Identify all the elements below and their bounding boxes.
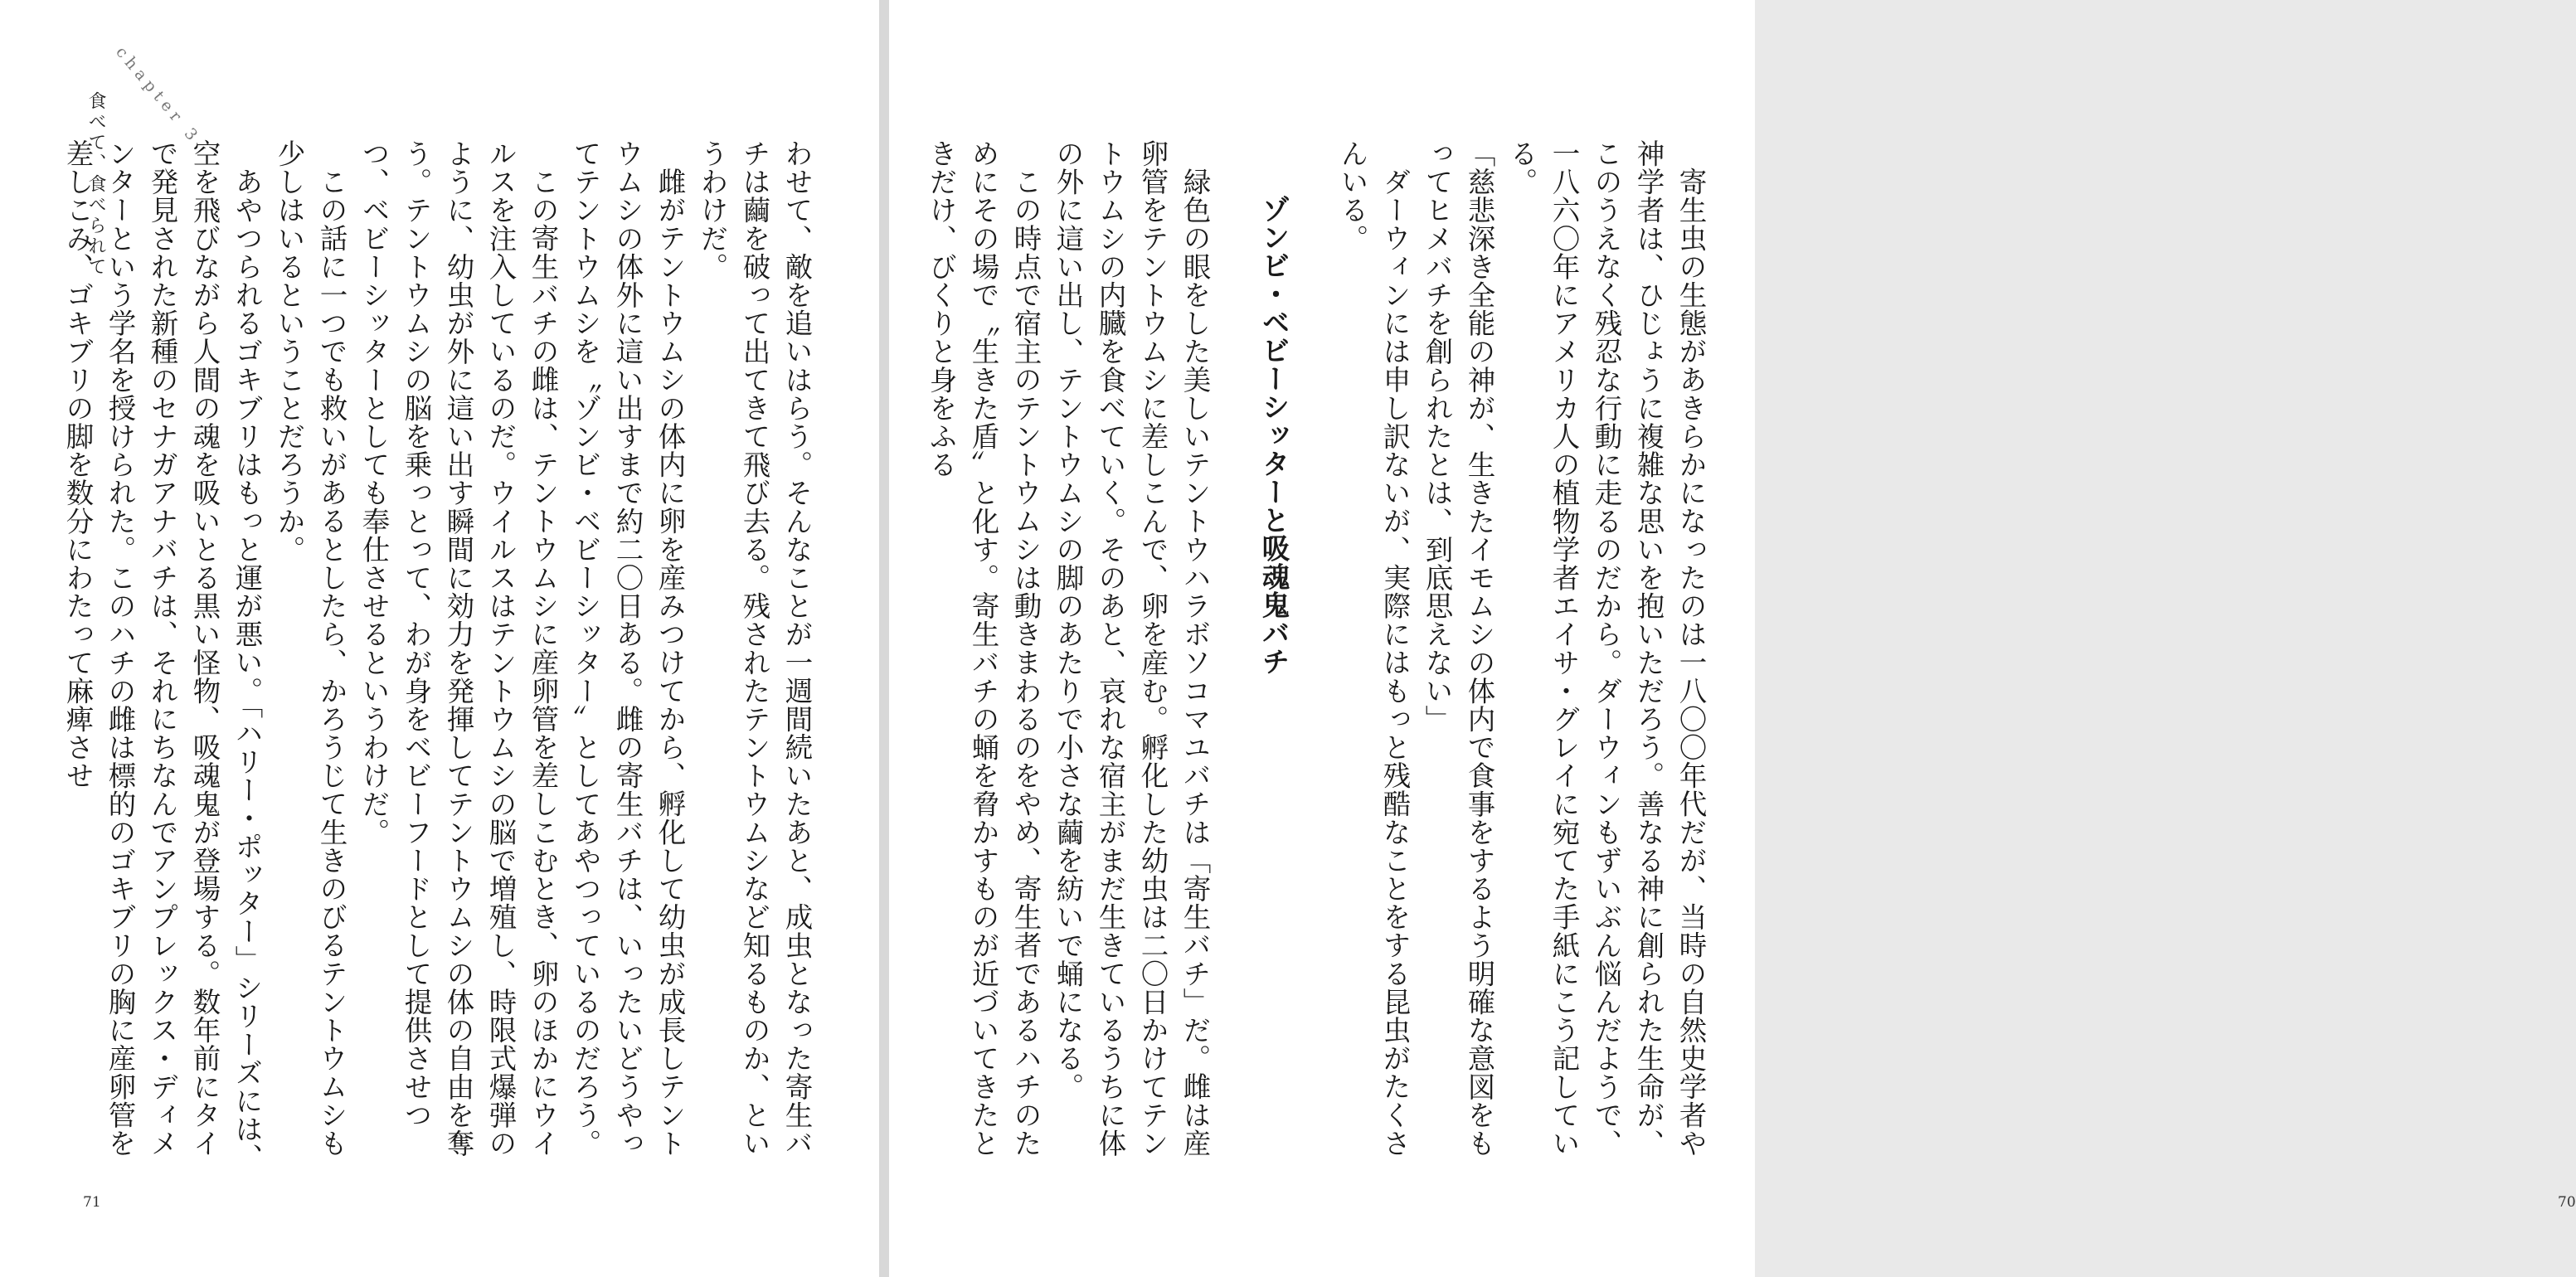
paragraph: この話に一つでも救いがあるとしたら、かろうじて生きのびるテントウムシも少しはいるということだろうか。 xyxy=(273,139,348,1157)
page-number: 71 xyxy=(83,1194,101,1211)
chapter-number: chapter 3 xyxy=(112,43,205,148)
chapter-title: 食べて、食べられて xyxy=(85,91,106,278)
paragraph: わせて、敵を追いはらう。そんなことが一週間続いたあと、成虫となった寄生バチは繭を破って出てきて飛び去る。残されたテントウムシなど知るものか、というわけだ。 xyxy=(696,139,813,1158)
paragraph: 緑色の眼をした美しいテントウハラボソコマユバチは「寄生バチ」だ。雌は産卵管をテントウムシに差しこんで、卵を産む。孵化した幼虫は二〇日かけてテントウムシの内臓を食べていく。そのあと、哀れな宿主がまだ生きているうちに体の外に這い出し、テントウムシの脚のあたりで小さな繭を紡いで蛹になる。 xyxy=(1052,139,1211,1158)
book-gutter xyxy=(879,0,889,1277)
left-page xyxy=(0,0,879,1277)
paragraph: この寄生バチの雌は、テントウムシに産卵管を差しこむとき、卵のほかにウイルスを注入しているのだ。ウイルスはテントウムシの脳で増殖し、時限式爆弾のように、幼虫が外に這い出す瞬間に効力を発揮してテントウムシの体の自由を奪う。テントウムシの脳を乗っとって、わが身をベビーフードとして提供させつつ、ベビーシッターとしても奉仕させるというわけだ。 xyxy=(357,139,559,1158)
right-page-body xyxy=(925,139,1712,1176)
paragraph: 雌がテントウムシの体内に卵を産みつけてから、孵化して幼虫が成長しテントウムシの体外に這い出すまで約二〇日ある。雌の寄生バチは、いったいどうやってテントウムシを〝ゾンビ・ベビーシッター〟としてあやつっているのだろう。 xyxy=(569,139,686,1158)
quote-paragraph: 「慈悲深き全能の神が、生きたイモムシの体内で食事をするよう明確な意図をもってヒメバチを創られたとは、到底思えない」 xyxy=(1421,139,1495,1158)
right-page xyxy=(889,0,2576,1277)
paragraph: 寄生虫の生態があきらかになったのは一八〇〇年代だが、当時の自然史学者や神学者は、ひじょうに複雑な思いを抱いただろう。善なる神に創られた生命が、このうえなく残忍な行動に走るのだから。ダーウィンもずいぶん悩んだようで、一八六〇年にアメリカ人の植物学者エイサ・グレイに宛てた手紙にこう記している。 xyxy=(1505,139,1707,1158)
page-number: 70 xyxy=(2558,1194,2576,1211)
left-page-body xyxy=(61,139,818,1176)
section-heading: ゾンビ・ベビーシッターと吸魂鬼バチ xyxy=(1257,195,1290,676)
paragraph: ダーウィンには申し訳ないが、実際にはもっと残酷なことをする昆虫がたくさんいる。 xyxy=(1336,139,1411,1157)
paragraph: あやつられるゴキブリはもっと運が悪い。「ハリー・ポッター」シリーズには、空を飛びながら人間の魂を吸いとる黒い怪物、吸魂鬼が登場する。数年前にタイで発見された新種のセナガアナバチは、それにちなんでアンプレックス・ディメンターという学名を授けられた。このハチの雌は標的のゴキブリの胸に産卵管を差しこみ、ゴキブリの脚を数分にわたって麻痺させ xyxy=(61,139,263,1172)
paragraph: この時点で宿主のテントウムシは動きまわるのをやめ、寄生者であるハチのためにその場で〝生きた盾〟と化す。寄生バチの蛹を脅かすものが近づいてきたときだけ、びくりと身をふる xyxy=(925,139,1042,1158)
